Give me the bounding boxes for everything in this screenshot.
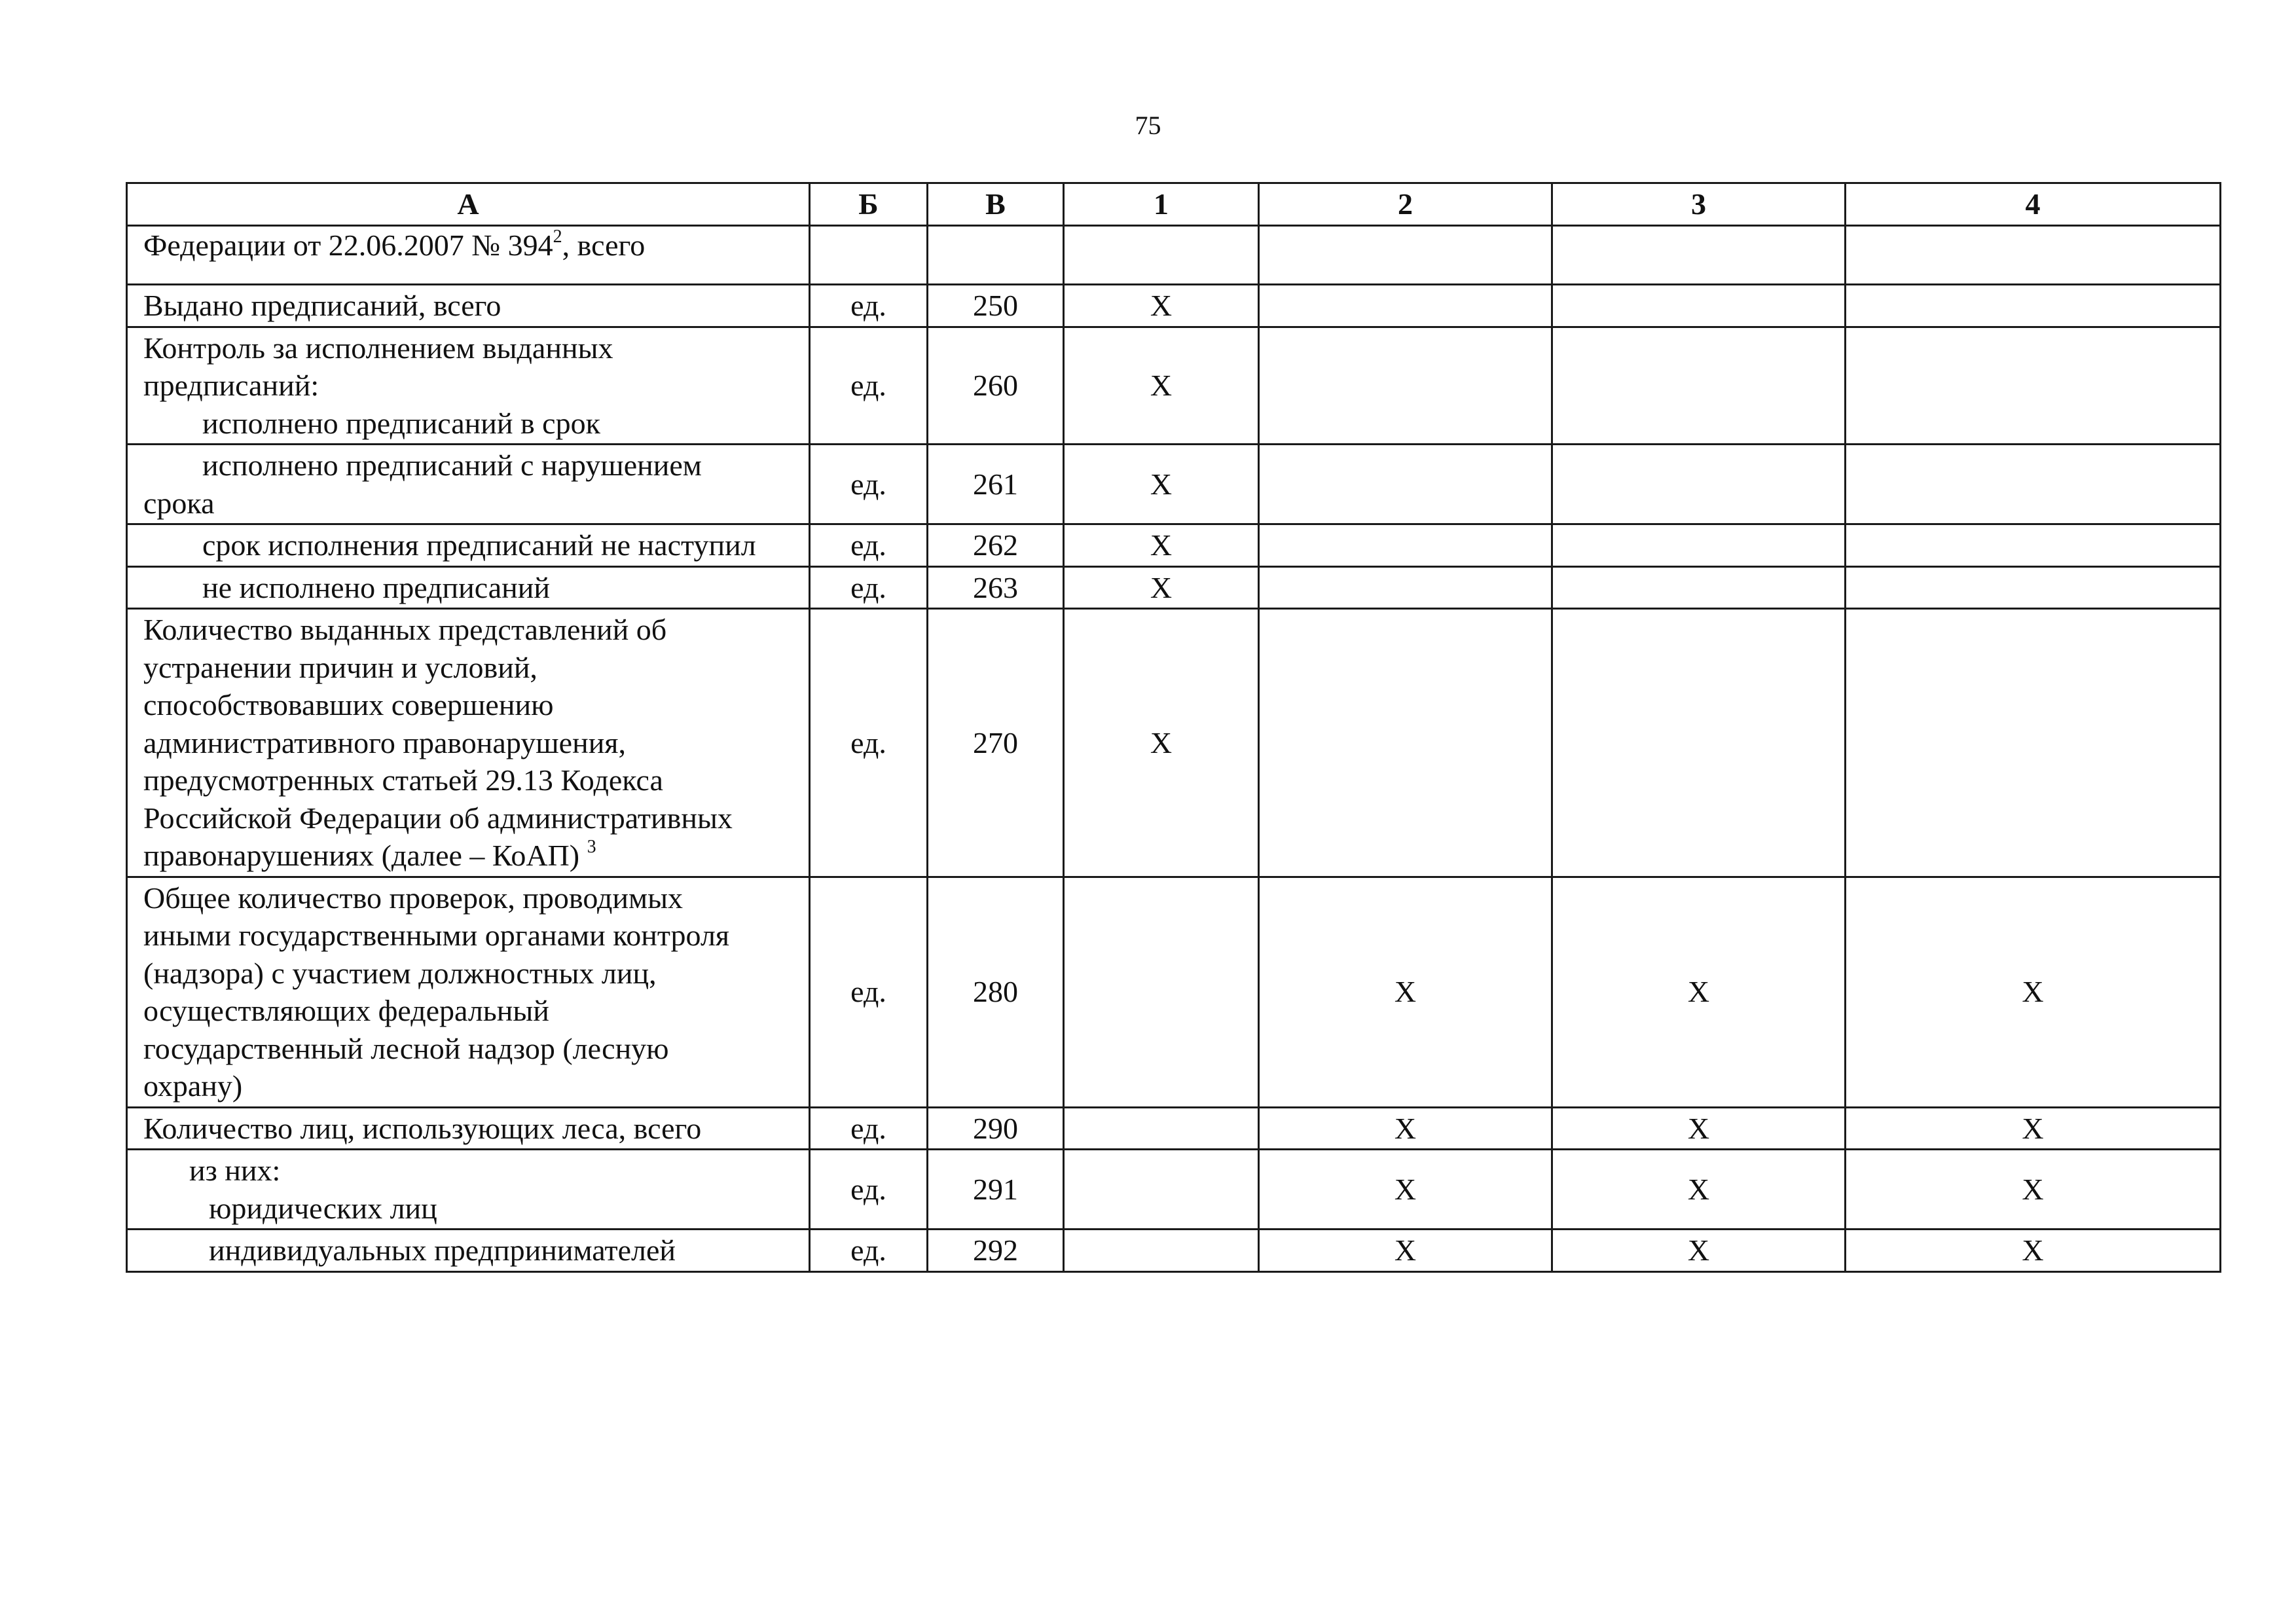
table-row [127, 566, 2221, 609]
row-label: срок исполнения предписаний не наступил [127, 524, 810, 567]
row-label: не исполнено предписаний [127, 566, 810, 609]
cell-col-2 [1259, 524, 1552, 567]
header-col-4: 4 [1846, 183, 2221, 226]
header-col-v: В [928, 183, 1064, 226]
cell-col-2 [1259, 285, 1552, 327]
cell-col-2: X [1259, 1230, 1552, 1272]
row-code: 270 [928, 609, 1064, 877]
table-row [127, 1230, 2221, 1272]
cell-col-3: X [1552, 877, 1846, 1107]
row-code: 291 [928, 1150, 1064, 1230]
cell-col-1 [1064, 226, 1259, 285]
cell-col-3 [1552, 445, 1846, 524]
cell-col-3 [1552, 226, 1846, 285]
cell-col-1 [1064, 877, 1259, 1107]
row-label: Федерации от 22.06.2007 № $394^2$, всего [127, 226, 810, 285]
table-row [127, 445, 2221, 524]
cell-col-2: X [1259, 1150, 1552, 1230]
cell-col-1 [1064, 1150, 1259, 1230]
cell-col-1: X [1064, 285, 1259, 327]
cell-col-4 [1846, 285, 2221, 327]
row-unit: ед. [810, 1107, 928, 1150]
cell-col-4 [1846, 327, 2221, 445]
row-label: из них: юридических лиц [127, 1150, 810, 1230]
cell-col-4: X [1846, 1150, 2221, 1230]
table-row [127, 1150, 2221, 1230]
row-label: Количество лиц, использующих леса, всего [127, 1107, 810, 1150]
table-row [127, 285, 2221, 327]
cell-col-1 [1064, 1230, 1259, 1272]
cell-col-4 [1846, 609, 2221, 877]
row-unit [810, 226, 928, 285]
cell-col-2 [1259, 609, 1552, 877]
cell-col-4 [1846, 226, 2221, 285]
header-row [127, 183, 2221, 226]
row-label: Выдано предписаний, всего [127, 285, 810, 327]
cell-col-1 [1064, 1107, 1259, 1150]
table-row [127, 327, 2221, 445]
cell-col-3: X [1552, 1107, 1846, 1150]
cell-col-1: X [1064, 445, 1259, 524]
row-code: 263 [928, 566, 1064, 609]
row-unit: ед. [810, 445, 928, 524]
cell-col-4: X [1846, 1230, 2221, 1272]
table-row [127, 1107, 2221, 1150]
row-code [928, 226, 1064, 285]
row-unit: ед. [810, 524, 928, 567]
table-row [127, 609, 2221, 877]
header-col-b: Б [810, 183, 928, 226]
footnote-mark: 2 [553, 226, 562, 247]
table-row [127, 524, 2221, 567]
cell-col-3: X [1552, 1230, 1846, 1272]
cell-col-4: X [1846, 1107, 2221, 1150]
cell-col-4 [1846, 524, 2221, 567]
row-code: 260 [928, 327, 1064, 445]
cell-col-2: X [1259, 877, 1552, 1107]
row-code: 290 [928, 1107, 1064, 1150]
row-unit: ед. [810, 285, 928, 327]
row-label: Контроль за исполнением выданных предписаний: исполнено предписаний в срок [127, 327, 810, 445]
row-code: 280 [928, 877, 1064, 1107]
cell-col-2 [1259, 445, 1552, 524]
report-table [126, 182, 2221, 1273]
cell-col-2: X [1259, 1107, 1552, 1150]
cell-col-1: X [1064, 524, 1259, 567]
row-unit: ед. [810, 609, 928, 877]
header-col-2: 2 [1259, 183, 1552, 226]
row-code: 250 [928, 285, 1064, 327]
cell-col-3 [1552, 609, 1846, 877]
footnote-mark: 3 [587, 836, 596, 857]
row-code: 261 [928, 445, 1064, 524]
cell-col-3 [1552, 327, 1846, 445]
row-label: Общее количество проверок, проводимых иными государственными органами контроля (надзора) с участием должностных лиц, осуществляющих федеральный государственный лесной надзор (лесную охрану) [127, 877, 810, 1107]
row-label: Количество выданных представлений об устранении причин и условий, способствовавших совершению административного правонарушения, предусмотренных статьей 29.13 Кодекса Российской Федерации об административных правонарушениях (далее – КоАП) $^3$ [127, 609, 810, 877]
row-unit: ед. [810, 566, 928, 609]
row-unit: ед. [810, 327, 928, 445]
row-label: исполнено предписаний с нарушением срока [127, 445, 810, 524]
row-label: индивидуальных предпринимателей [127, 1230, 810, 1272]
table-row [127, 226, 2221, 285]
header-col-1: 1 [1064, 183, 1259, 226]
page-number: 75 [1135, 111, 1161, 140]
cell-col-3 [1552, 285, 1846, 327]
cell-col-4 [1846, 445, 2221, 524]
cell-col-3 [1552, 566, 1846, 609]
cell-col-1: X [1064, 609, 1259, 877]
header-col-a: А [127, 183, 810, 226]
cell-col-3 [1552, 524, 1846, 567]
cell-col-1: X [1064, 327, 1259, 445]
cell-col-2 [1259, 327, 1552, 445]
cell-col-4: X [1846, 877, 2221, 1107]
cell-col-1: X [1064, 566, 1259, 609]
cell-col-3: X [1552, 1150, 1846, 1230]
row-unit: ед. [810, 877, 928, 1107]
cell-col-2 [1259, 566, 1552, 609]
cell-col-4 [1846, 566, 2221, 609]
row-unit: ед. [810, 1230, 928, 1272]
cell-col-2 [1259, 226, 1552, 285]
row-code: 292 [928, 1230, 1064, 1272]
table-row [127, 877, 2221, 1107]
row-code: 262 [928, 524, 1064, 567]
header-col-3: 3 [1552, 183, 1846, 226]
row-unit: ед. [810, 1150, 928, 1230]
